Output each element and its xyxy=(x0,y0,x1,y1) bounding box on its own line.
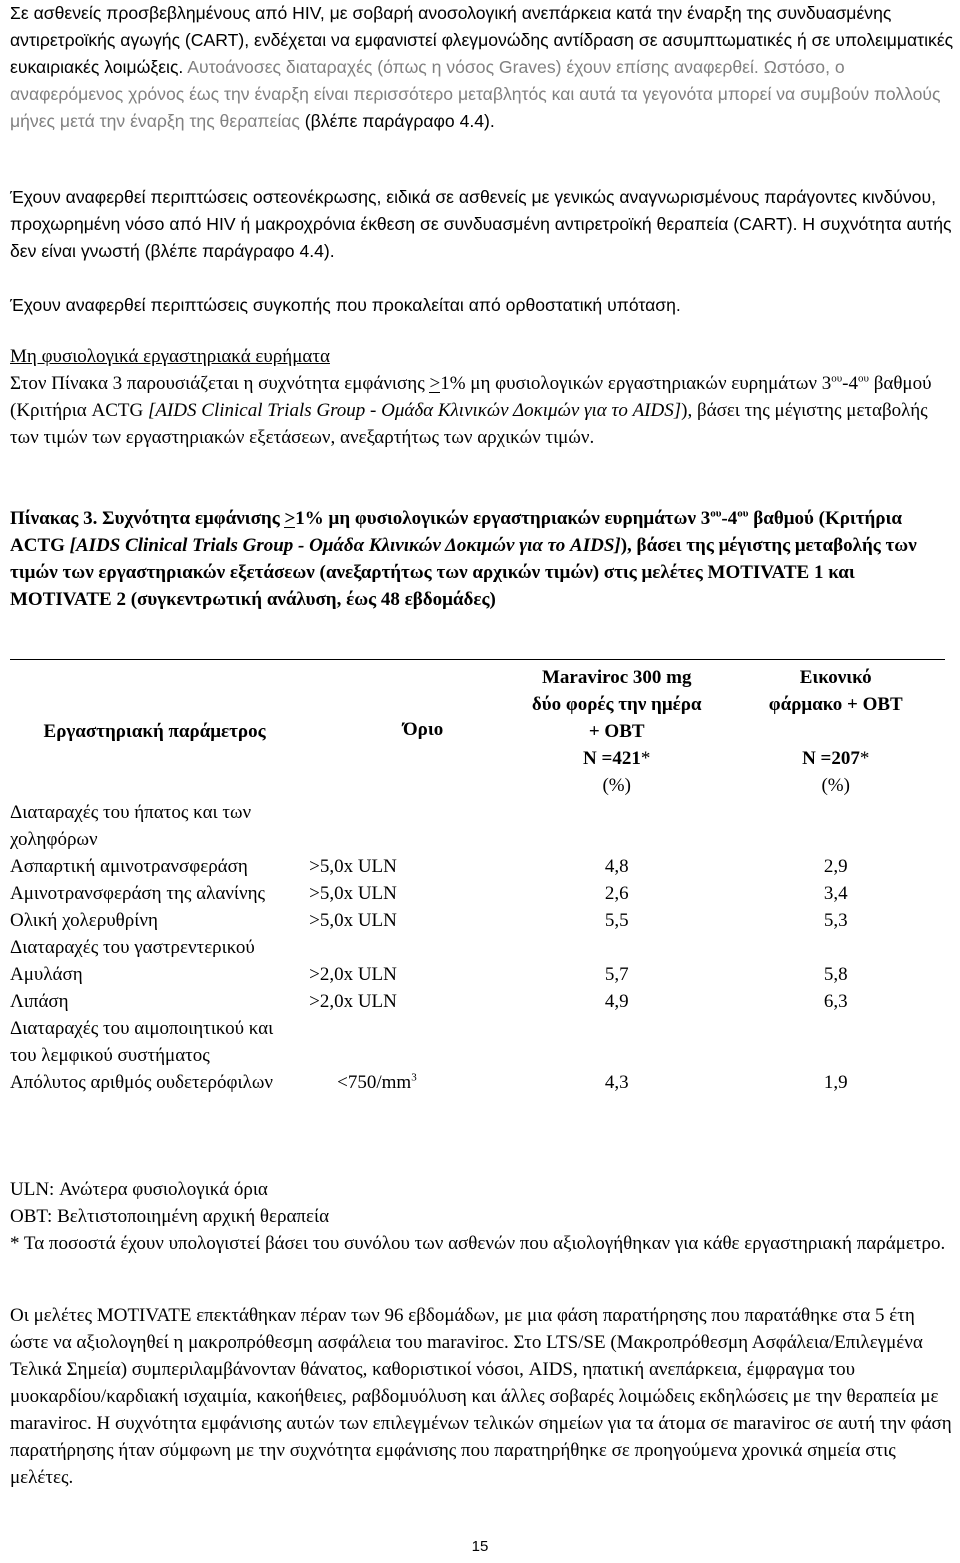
paragraph-motivate-extension: Οι μελέτες MOTIVATE επεκτάθηκαν πέραν των 96 εβδομάδων, με μια φάση παρατήρησης που παρατάθηκε στα 5 έτη ώστε να αξιολογηθεί η μακροπρόθεσμη ασφάλεια του maraviroc. Στο LTS/SE (Μακροπρόθεσμη Ασφάλεια/Επιλεγμένα Τελικά Σημεία) συμπεριλαμβάνονταν θάνατος, καθοριστικοί νόσοι, AIDS, ηπατική ανεπάρκεια, έμφραγμα του μυοκαρδίου/καρδιακή ισχαιμία, κακοήθειες, ραβδομυόλυση και άλλες σοβαρές λοιμώδεις εκδηλώσεις με την θεραπεία με maraviroc. Η συχνότητα εμφάνισης αυτών των επιλεγμένων τελικών σημείων για τα άτομα σε maraviroc σε αυτή την φάση παρατήρησης ήταν σύμφωνη με την συχνότητα εμφάνισης που παρατηρήθηκε σε προηγούμενα χρονικά σημεία στις μελέτες. xyxy=(10,1305,952,1488)
cell-param: Αμινοτρανσφεράση της αλανίνης xyxy=(10,883,266,904)
cell-maraviroc xyxy=(507,1015,726,1069)
table-row xyxy=(10,1069,945,1096)
cell-param: Αμυλάση xyxy=(10,964,83,985)
table-row xyxy=(10,1015,945,1069)
table-row xyxy=(10,799,945,853)
footnote-asterisk: * Τα ποσοστά έχουν υπολογιστεί βάσει του συνόλου των ασθενών που αξιολογήθηκαν για κάθε εργαστηριακή παράμετρο. xyxy=(10,1233,946,1254)
table-row xyxy=(10,853,945,880)
cell-placebo: 3,4 xyxy=(823,883,848,904)
cell-maraviroc: 5,7 xyxy=(604,964,629,985)
cell-placebo: 5,3 xyxy=(823,910,848,931)
table-footnotes xyxy=(10,1176,945,1257)
header-placebo: Εικονικό φάρμακο + OBT N =207* (%) xyxy=(726,660,945,800)
header-limit: Όριο xyxy=(299,660,507,800)
table-row xyxy=(10,988,945,1015)
table-body xyxy=(10,799,945,1096)
paragraph-autoimmune-text: Αυτοάνοσες διαταραχές (όπως η νόσος Graves) έχουν επίσης αναφερθεί. Ωστόσο, ο αναφερόμενος χρόνος έως την έναρξη είναι περισσότερο μεταβλητός και αυτά τα γεγονότα μπορεί να συμβούν πολλούς μήνες μετά την έναρξη της θεραπείας xyxy=(10,57,941,131)
page-number: 15 xyxy=(471,1538,489,1555)
cell-placebo: 2,9 xyxy=(823,856,848,877)
cell-limit: >5,0x ULN xyxy=(309,883,397,904)
cell-placebo xyxy=(726,1015,945,1069)
cell-limit xyxy=(299,1015,507,1069)
cell-maraviroc: 4,8 xyxy=(604,856,629,877)
cell-placebo: 5,8 xyxy=(823,964,848,985)
greater-equal-symbol: > xyxy=(284,508,296,529)
table-header-row xyxy=(10,660,945,800)
cell-limit xyxy=(299,799,507,853)
table-caption-label: Πίνακας 3. xyxy=(10,508,98,529)
cell-param: Διαταραχές του γαστρεντερικού xyxy=(10,937,255,958)
cell-param: Διαταραχές του ήπατος και των χοληφόρων xyxy=(10,802,252,850)
table-row xyxy=(10,880,945,907)
cell-maraviroc: 4,3 xyxy=(604,1072,629,1093)
cell-limit: >5,0x ULN xyxy=(309,856,397,877)
table-row xyxy=(10,961,945,988)
cell-placebo xyxy=(726,934,945,961)
section-intro: Στον Πίνακα 3 παρουσιάζεται η συχνότητα εμφάνισης >1% μη φυσιολογικών εργαστηριακών ευρημάτων $3^{o\upsilon}-4^{o\upsilon}$ βαθμού (Κριτήρια ACTG [AIDS Clinical Trials Group - Ομάδα Κλινικών Δοκιμών για το AIDS]), βάσει της μέγιστης μεταβολής των τιμών των εργαστηριακών εξετάσεων, ανεξαρτήτως των αρχικών τιμών. xyxy=(10,372,932,448)
table-row xyxy=(10,934,945,961)
cell-maraviroc: 2,6 xyxy=(604,883,629,904)
cell-placebo: 1,9 xyxy=(823,1072,848,1093)
cell-limit: >2,0x ULN xyxy=(309,991,397,1012)
cell-param: Ασπαρτική αμινοτρανσφεράση xyxy=(10,856,248,877)
lab-abnormalities-table xyxy=(10,659,945,1096)
cell-limit: >5,0x ULN xyxy=(309,910,397,931)
cell-maraviroc: 5,5 xyxy=(604,910,629,931)
footnote-uln: ULN: Ανώτερα φυσιολογικά όρια xyxy=(10,1179,268,1200)
cell-limit: $<750/mm^3$ xyxy=(337,1071,417,1093)
header-param: Εργαστηριακή παράμετρος xyxy=(10,660,299,800)
footnote-obt: OBT: Βελτιστοποιημένη αρχική θεραπεία xyxy=(10,1206,330,1227)
cell-limit: >2,0x ULN xyxy=(309,964,397,985)
table-caption: Πίνακας 3. Συχνότητα εμφάνισης >1% μη φυσιολογικών εργαστηριακών ευρημάτων $3^{o\upsilon}-4^{o\upsilon}$ βαθμού (Κριτήρια ACTG [AIDS Clinical Trials Group - Ομάδα Κλινικών Δοκιμών για το AIDS]), βάσει της μέγιστης μεταβολής των τιμών των εργαστηριακών εξετάσεων (ανεξαρτήτως των αρχικών τιμών) στις μελέτες MOTIVATE 1 και MOTIVATE 2 (συγκεντρωτική ανάλυση, έως 48 εβδομάδες) xyxy=(10,507,917,610)
header-maraviroc: Maraviroc 300 mg δύο φορές την ημέρα + OBT N =421* (%) xyxy=(507,660,726,800)
lab-abnormalities-section xyxy=(10,343,955,451)
cell-limit xyxy=(299,934,507,961)
paragraph-iris-text: Σε ασθενείς προσβεβλημένους από HIV, με σοβαρή ανοσολογική ανεπάρκεια κατά την έναρξη της συνδυασμένης αντιρετροϊκής αγωγής (CART), ενδέχεται να εμφανιστεί φλεγμονώδης αντίδραση σε ασυμπτωματικές ή σε υπολειμματικές ευκαιριακές λοιμώξεις. xyxy=(10,3,954,77)
cell-maraviroc xyxy=(507,934,726,961)
greater-equal-symbol: > xyxy=(429,373,441,394)
cell-maraviroc: 4,9 xyxy=(604,991,629,1012)
cell-param: Απόλυτος αριθμός ουδετερόφιλων xyxy=(10,1072,273,1093)
paragraph-syncope: Έχουν αναφερθεί περιπτώσεις συγκοπής που προκαλείται από ορθοστατική υπόταση. xyxy=(10,295,681,315)
cell-placebo xyxy=(726,799,945,853)
cell-placebo: 6,3 xyxy=(823,991,848,1012)
paragraph-osteonecrosis: Έχουν αναφερθεί περιπτώσεις οστεονέκρωσης, ειδικά σε ασθενείς με γενικώς αναγνωρισμένους παράγοντες κινδύνου, προχωρημένη νόσο από HIV ή μακροχρόνια έκθεση σε συνδυασμένη αντιρετροϊκή θεραπεία (CART). Η συχνότητα αυτής δεν είναι γνωστή (βλέπε παράγραφο 4.4). xyxy=(10,187,952,261)
cell-param: Διαταραχές του αιμοποιητικού και του λεμφικού συστήματος xyxy=(10,1018,274,1066)
cell-maraviroc xyxy=(507,799,726,853)
cell-param: Λιπάση xyxy=(10,991,69,1012)
paragraph-iris-reference: (βλέπε παράγραφο 4.4). xyxy=(299,111,495,131)
section-heading: Μη φυσιολογικά εργαστηριακά ευρήματα xyxy=(10,346,330,367)
paragraph-iris xyxy=(10,0,955,135)
table-row xyxy=(10,907,945,934)
cell-param: Ολική χολερυθρίνη xyxy=(10,910,158,931)
